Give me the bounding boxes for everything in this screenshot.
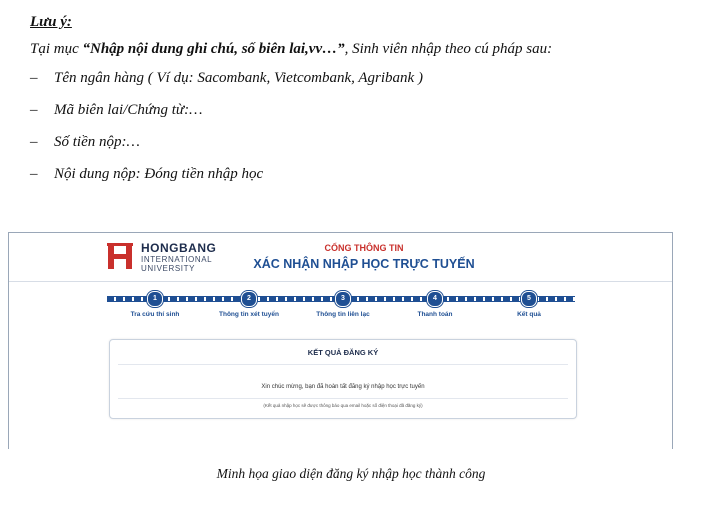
divider [118, 364, 568, 365]
note-section [30, 10, 690, 196]
university-name-sub1: INTERNATIONAL [141, 255, 213, 264]
portal-title-main: XÁC NHẬN NHẬP HỌC TRỰC TUYẾN [253, 257, 475, 271]
embedded-screenshot [8, 232, 673, 449]
note-list-item-text: Tên ngân hàng ( Ví dụ: Sacombank, Vietcombank, Agribank ) [54, 70, 423, 86]
note-title: Lưu ý: [30, 14, 72, 30]
portal-title [209, 243, 519, 272]
university-name-sub2: UNIVERSITY [141, 264, 196, 273]
note-list-item-text: Mã biên lai/Chứng từ:… [54, 102, 203, 118]
bullet-dash: – [30, 166, 38, 182]
step-label: Thông tin xét tuyển [219, 311, 279, 318]
registration-result-card [109, 339, 577, 419]
step-label: Thanh toán [417, 311, 453, 318]
result-message: Xin chúc mừng, bạn đã hoàn tất đăng ký nhập học trực tuyến [261, 384, 425, 390]
result-title: KẾT QUẢ ĐĂNG KÝ [307, 348, 379, 357]
step-number: 4 [427, 291, 443, 307]
step-label: Thông tin liên lạc [316, 311, 370, 318]
note-intro-prefix: Tại mục [30, 41, 83, 57]
note-list-item-text: Nội dung nộp: Đóng tiền nhập học [54, 166, 264, 182]
result-note: (Kết quả nhập học sẽ được thông báo qua email hoặc số điện thoại đã đăng ký) [263, 403, 423, 408]
university-logo-icon [107, 243, 133, 271]
step-number: 5 [521, 291, 537, 307]
bullet-dash: – [30, 102, 38, 118]
note-list-item [30, 100, 690, 132]
bullet-dash: – [30, 134, 38, 150]
step-label: Kết quả [517, 311, 541, 318]
divider [118, 398, 568, 399]
step-number: 3 [335, 291, 351, 307]
progress-stepper [9, 287, 672, 323]
note-list-item [30, 132, 690, 164]
portal-title-small: CỔNG THÔNG TIN [324, 243, 404, 253]
step-number: 2 [241, 291, 257, 307]
university-name [141, 242, 216, 273]
note-list-item-text: Số tiền nộp:… [54, 134, 140, 150]
note-intro-field: “Nhập nội dung ghi chú, số biên lai,vv…” [82, 41, 345, 57]
note-list-item [30, 68, 690, 100]
step-number: 1 [147, 291, 163, 307]
step-5 [474, 291, 584, 318]
bullet-dash: – [30, 70, 38, 86]
note-list [30, 68, 690, 196]
note-intro [30, 41, 690, 58]
step-label: Tra cứu thí sinh [130, 311, 180, 318]
note-list-item [30, 164, 690, 196]
portal-header [9, 233, 672, 282]
university-name-main: HONGBANG [141, 241, 217, 255]
note-intro-suffix: , Sinh viên nhập theo cú pháp sau: [344, 41, 553, 57]
figure-caption: Minh họa giao diện đăng ký nhập học thành công [216, 466, 486, 481]
